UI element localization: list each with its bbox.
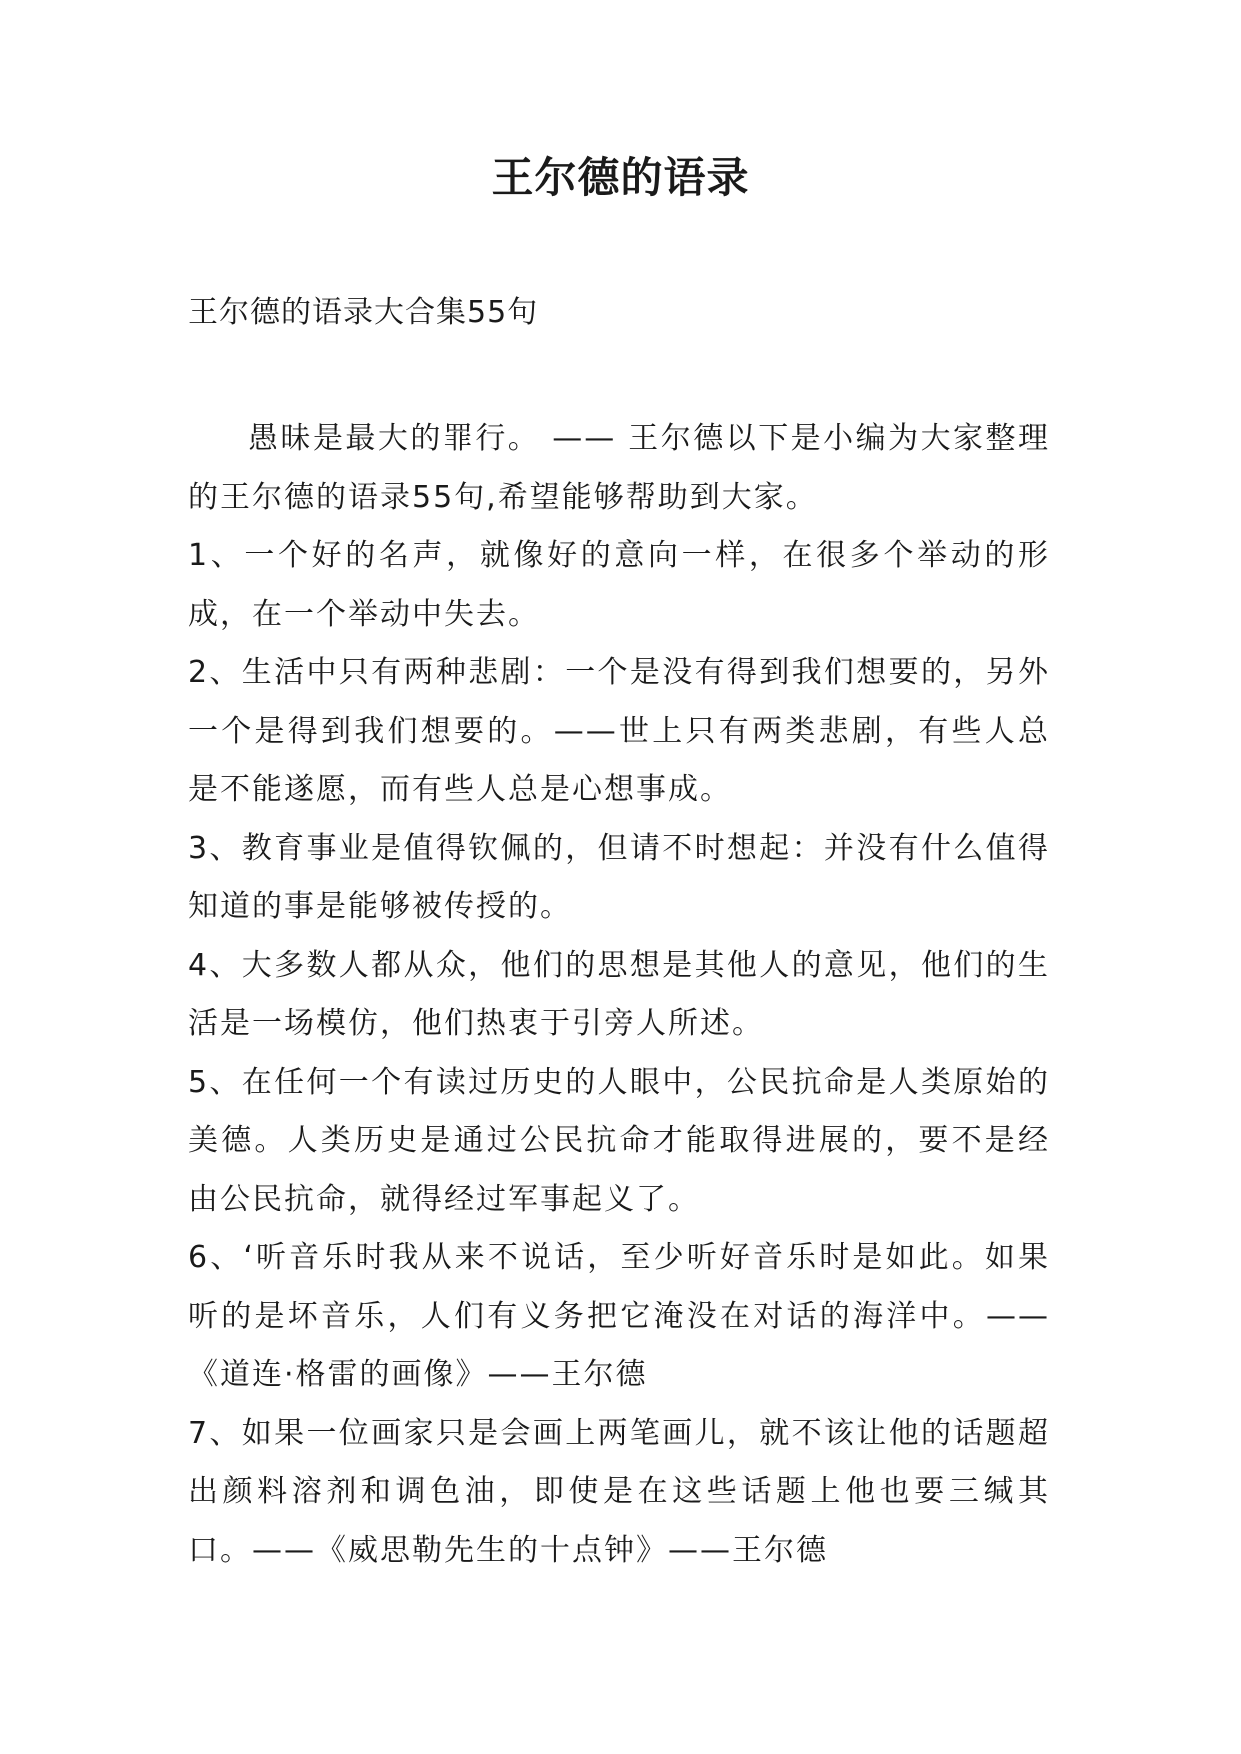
document-title: 王尔德的语录	[491, 153, 750, 202]
quote-paragraph: 6、‘听音乐时我从来不说话，至少听好音乐时是如此。如果听的是坏音乐，人们有义务把它淹没在对话的海洋中。——《道连·格雷的画像》——王尔德	[188, 1240, 1050, 1392]
document-body	[188, 410, 1050, 1580]
quote-paragraph: 2、生活中只有两种悲剧：一个是没有得到我们想要的，另外一个是得到我们想要的。——世上只有两类悲剧，有些人总是不能遂愿，而有些人总是心想事成。	[188, 655, 1050, 807]
document-subtitle: 王尔德的语录大合集55句	[188, 295, 539, 330]
intro-paragraph: 愚昧是最大的罪行。 —— 王尔德以下是小编为大家整理的王尔德的语录55句,希望能够帮助到大家。	[188, 421, 1050, 515]
quote-paragraph: 1、一个好的名声，就像好的意向一样，在很多个举动的形成，在一个举动中失去。	[188, 538, 1050, 632]
quote-paragraph: 3、教育事业是值得钦佩的，但请不时想起：并没有什么值得知道的事是能够被传授的。	[188, 830, 1050, 924]
quote-paragraph: 4、大多数人都从众，他们的思想是其他人的意见，他们的生活是一场模仿，他们热衷于引旁人所述。	[188, 947, 1050, 1041]
quote-paragraph: 5、在任何一个有读过历史的人眼中，公民抗命是人类原始的美德。人类历史是通过公民抗命才能取得进展的，要不是经由公民抗命，就得经过军事起义了。	[188, 1064, 1050, 1217]
quote-paragraph: 7、如果一位画家只是会画上两笔画儿，就不该让他的话题超出颜料溶剂和调色油，即使是在这些话题上他也要三缄其口。——《威思勒先生的十点钟》——王尔德	[188, 1415, 1050, 1568]
